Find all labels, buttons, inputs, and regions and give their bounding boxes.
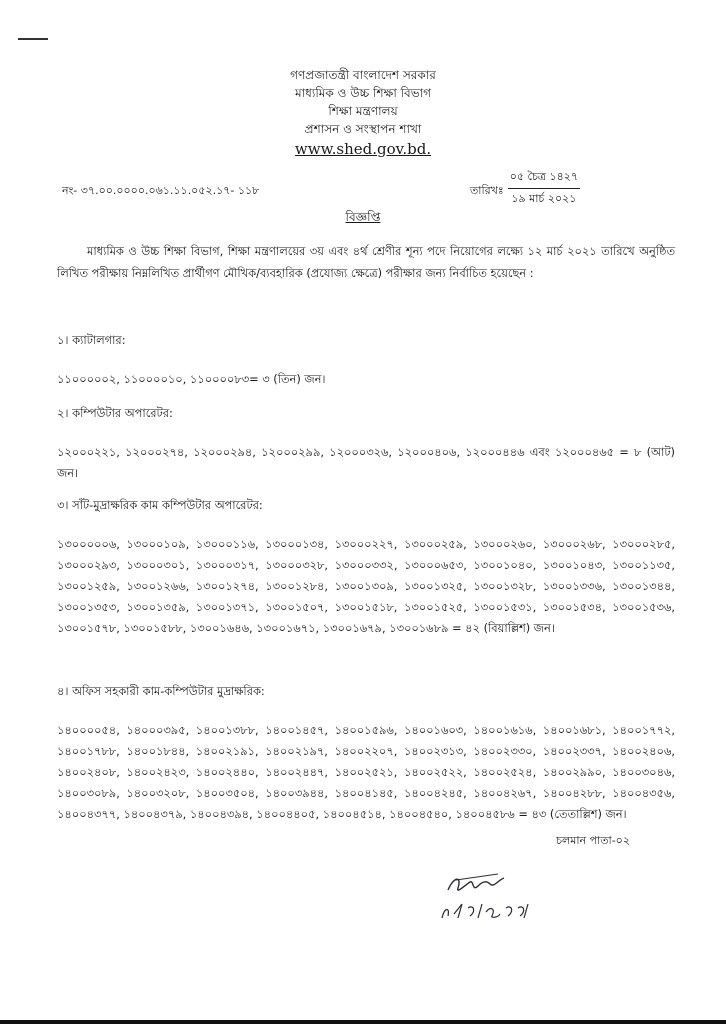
website-link[interactable]: www.shed.gov.bd. [294, 140, 432, 158]
date-label: তারিখঃ [470, 184, 504, 197]
date-block [470, 168, 580, 209]
roll-numbers: ১৩০০০০০৬, ১৩০০০১০৯, ১৩০০০১১৬, ১৩০০০১৩৪, ১৩০০০২২৭, ১৩০০০২৫৯, ১৩০০০২৬০, ১৩০০০২৬৮, ১৩০০০২৮৫, ১৩০০০২৯৩, ১৩০০০৩০১, ১৩০০০৩১৭, ১৩০০০৩২৮, ১৩০০০৩৩২, ১৩০০০৬৫৩, ১৩০০১০৪০, ১৩০০১০৪৩, ১৩০০১১৩৫, ১৩০০১২৫৯, ১৩০০১২৬৬, ১৩০০১২৭৪, ১৩০০১২৮৪, ১৩০০১৩০৯, ১৩০০১৩২৫, ১৩০০১৩২৮, ১৩০০১৩৩৬, ১৩০০১৩৪৪, ১৩০০১৩৫৩, ১৩০০১৩৫৯, ১৩০০১৩৭১, ১৩০০১৫০৭, ১৩০০১৫১৮, ১৩০০১৫২৫, ১৩০০১৫৩১, ১৩০০১৫৩৪, ১৩০০১৫৩৬, ১৩০০১৫৭৮, ১৩০০১৫৮৮, ১৩০০১৬৪৬, ১৩০০১৬৭১, ১৩০০১৬৭৯, ১৩০০১৬৮৯ = ৪২ (বিয়াল্লিশ) জন। [57, 537, 675, 635]
ministry-name: শিক্ষা মন্ত্রণালয় [328, 104, 398, 118]
section-heading: ২। কম্পিউটার অপারেটর: [57, 406, 173, 420]
bottom-edge [0, 1020, 726, 1024]
notice-title-text: বিজ্ঞপ্তি [345, 210, 381, 224]
corner-mark [18, 38, 48, 40]
notice-title [0, 209, 726, 229]
date-stack [508, 168, 580, 209]
section-office-assistant [57, 682, 675, 825]
roll-numbers: ১৪০০০০৫৪, ১৪০০০৩৯৫, ১৪০০১৩৮৮, ১৪০০১৪৫৭, ১৪০০১৫৯৬, ১৪০০১৬০৩, ১৪০০১৬১৬, ১৪০০১৬৮১, ১৪০০১৭৭২, ১৪০০১৭৮৮, ১৪০০১৮৪৪, ১৪০০২১৯১, ১৪০০২১৯৭, ১৪০০২২০৭, ১৪০০২৩১৩, ১৪০০২৩৩০, ১৪০০২৩৩৭, ১৪০০২৪০৬, ১৪০০২৪০৮, ১৪০০২৪২৩, ১৪০০২৪৪০, ১৪০০২৪৪৭, ১৪০০২৫২১, ১৪০০২৫২২, ১৪০০২৫২৪, ১৪০০২৯৯০, ১৪০০৩০৪৬, ১৪০০৩০৮৯, ১৪০০৩২০৮, ১৪০০৩৫০৪, ১৪০০৩৯৪৪, ১৪০০৪১৪৫, ১৪০০৪২৪৫, ১৪০০৪২৬৭, ১৪০০৪২৮৮, ১৪০০৪৩৫৬, ১৪০০৪৩৭৭, ১৪০০৪৩৭৯, ১৪০০৪৩৯৪, ১৪০০৪৪০৫, ১৪০০৪৫১৪, ১৪০০৪৫৪০, ১৪০০৪৫৮৬ = ৪৩ (তেতাল্লিশ) জন। [57, 723, 675, 821]
intro-paragraph: মাধ্যমিক ও উচ্চ শিক্ষা বিভাগ, শিক্ষা মন্ত্রণালয়ের ৩য় এবং ৪র্থ শ্রেণীর শূন্য পদে নিয়োগের লক্ষ্যে ১২ মার্চ ২০২১ তারিখে অনুষ্ঠিত লিখিত পরীক্ষায় নিম্নলিখিত প্রার্থীগণ মৌখিক/ব্যবহারিক (প্রযোজ্য ক্ষেত্রে) পরীক্ষার জন্য নির্বাচিত হয়েছেন : [57, 244, 675, 280]
branch-name: প্রশাসন ও সংস্থাপন শাখা [304, 122, 422, 136]
roll-numbers: ১২০০০২২১, ১২০০০২৭৪, ১২০০০২৯৪, ১২০০০২৯৯, ১২০০০৩২৬, ১২০০০৪০৬, ১২০০০৪৪৬ এবং ১২০০০৪৬৫ = ৮ (আট) জন। [57, 445, 675, 480]
section-cataloguer [57, 331, 675, 390]
memo-number: নং- ৩৭.০০.০০০০.০৬১.১১.০৫২.১৭- ১১৮ [62, 184, 260, 197]
section-stenographer [57, 496, 675, 639]
signature [428, 868, 558, 928]
govt-name: গণপ্রজাতন্ত্রী বাংলাদেশ সরকার [290, 68, 436, 82]
division-name: মাধ্যমিক ও উচ্চ শিক্ষা বিভাগ [294, 86, 432, 100]
continued-page-note: চলমান পাতা-০২ [556, 834, 630, 847]
section-heading: ৩। সাঁট-মুদ্রাক্ষরিক কাম কম্পিউটার অপারেটর: [57, 498, 263, 512]
section-heading: ৪। অফিস সহকারী কাম-কম্পিউটার মুদ্রাক্ষরিক: [57, 684, 265, 698]
letterhead [0, 66, 726, 158]
section-computer-operator [57, 404, 675, 484]
section-heading: ১। ক্যাটালগার: [57, 333, 126, 347]
date-english: ১৯ মার্চ ২০২১ [511, 192, 577, 205]
date-bangla: ০৫ চৈত্র ১৪২৭ [508, 168, 580, 189]
roll-numbers: ১১০০০০০২, ১১০০০০১০, ১১০০০০৮৩= ৩ (তিন) জন। [57, 372, 326, 386]
